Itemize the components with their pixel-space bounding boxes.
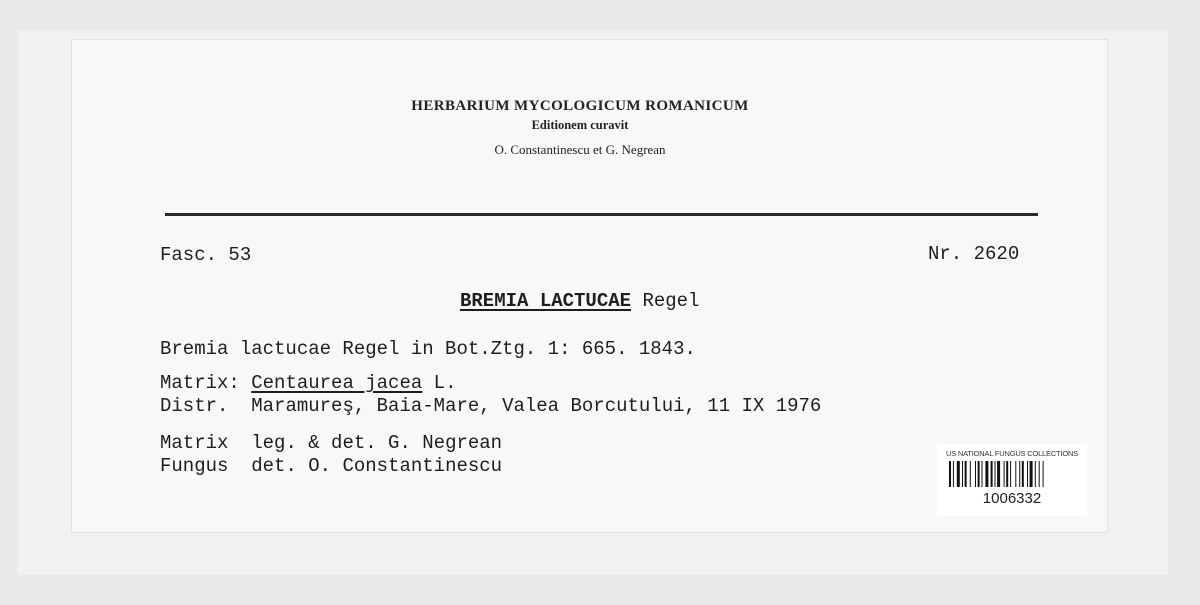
matrix-line	[160, 372, 456, 394]
species-title	[460, 290, 699, 312]
species-name: BREMIA LACTUCAE	[460, 290, 632, 312]
distribution-label: Distr.	[160, 395, 229, 417]
barcode-icon	[949, 461, 1075, 487]
matrix-label: Matrix:	[160, 372, 240, 394]
header-divider	[165, 213, 1038, 216]
fungus-determiner-text: det. O. Constantinescu	[251, 455, 503, 477]
matrix-collector-line	[160, 432, 502, 454]
matrix-collector-label: Matrix	[160, 432, 229, 454]
species-author: Regel	[642, 290, 700, 312]
fungus-determiner-label: Fungus	[160, 455, 229, 477]
barcode-header: US NATIONAL FUNGUS COLLECTIONS	[946, 449, 1078, 458]
nomenclatural-citation: Bremia lactucae Regel in Bot.Ztg. 1: 665. 1843.	[160, 338, 696, 360]
label-header	[280, 98, 880, 158]
exsiccata-number: Nr. 2620	[928, 243, 1020, 265]
host-author: L.	[433, 372, 457, 394]
edition-line: Editionem curavit	[531, 118, 629, 132]
matrix-collector-text: leg. & det. G. Negrean	[251, 432, 503, 454]
barcode-label	[937, 444, 1087, 516]
distribution-line	[160, 395, 821, 417]
editors-line: O. Constantinescu et G. Negrean	[494, 142, 666, 157]
institution-name: HERBARIUM MYCOLOGICUM ROMANICUM	[411, 98, 749, 114]
fungus-determiner-line	[160, 455, 502, 477]
host-name: Centaurea jacea	[251, 372, 423, 394]
barcode-number: 1006332	[982, 490, 1042, 507]
fascicle-number: Fasc. 53	[160, 244, 252, 266]
distribution-text: Maramureş, Baia-Mare, Valea Borcutului, 11 IX 1976	[251, 395, 822, 417]
